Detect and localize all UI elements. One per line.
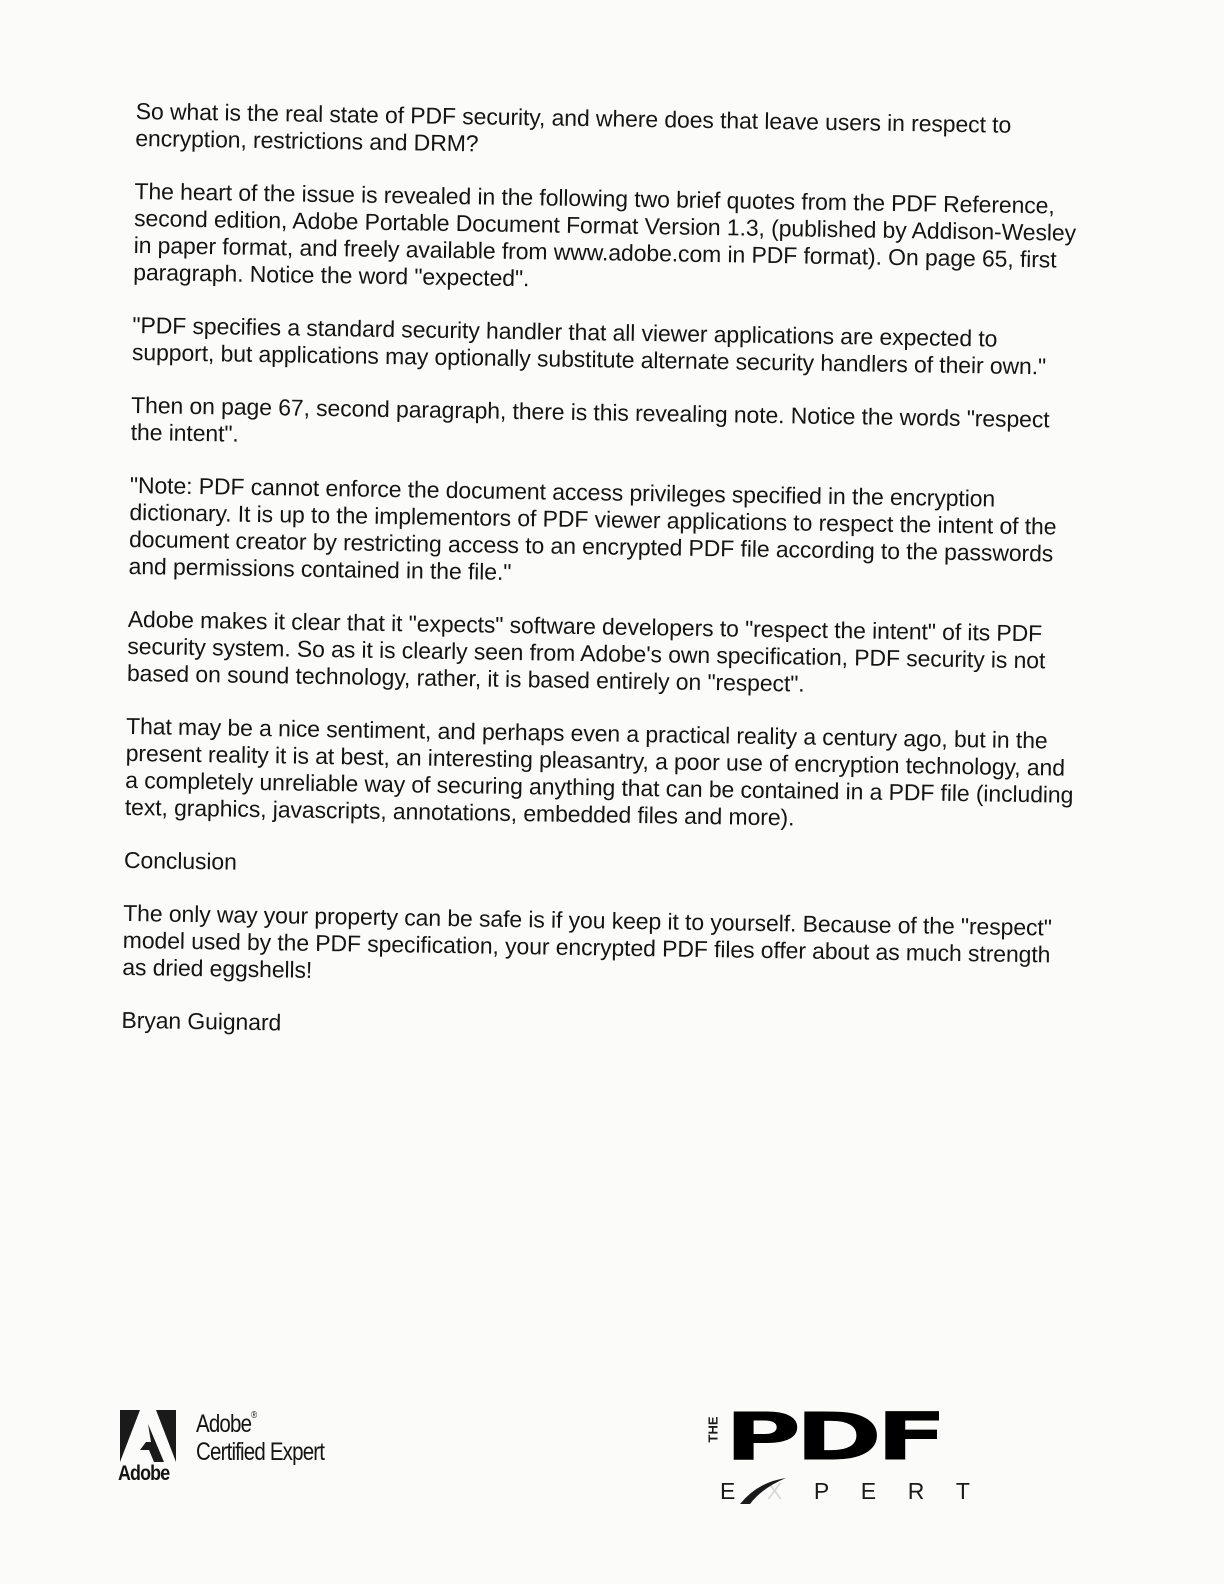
ace-line-adobe: Adobe® [196,1410,257,1438]
quote-note: "Note: PDF cannot enforce the document access privileges specified in the encryption dictionary. It is up to the implementors of PDF viewer applications to respect the intent of the document creator by restricting access to an encrypted PDF file according to the passwords and permissions contained in the file." [128,471,1057,585]
paragraph-sentiment: That may be a nice sentiment, and perhaps even a practical reality a century ago, but in the present reality it is at best, an interesting pleasantry, a poor use of encryption technology, and a completely unreliable way of securing anything that can be contained in a PDF file (including text, graphics, javascripts, annotations, embedded files and more). [124,712,1074,831]
pdf-logo-expert [720,1478,970,1505]
pdf-logo-the: THE [705,1416,721,1443]
paragraph-intro: So what is the real state of PDF security, and where does that leave users in respect to encryption, restrictions and DRM? [135,98,1012,157]
adobe-logo-icon [120,1410,176,1462]
expert-letter: R [907,1478,925,1504]
paragraph-page-67: Then on page 67, second paragraph, there is this revealing note. Notice the words "respect the intent". [130,391,1050,447]
conclusion-heading: Conclusion [123,846,238,875]
expert-letter: P [813,1478,830,1504]
pdf-logo-word: PDF [724,1398,941,1476]
expert-letter: T [955,1478,970,1504]
paragraph-issue: The heart of the issue is revealed in the following two brief quotes from the PDF Reference, second edition, Adobe Portable Document Format Version 1.3, (published by Addison-Wesley in paper format, and freely available from www.adobe.com in PDF format). On page 65, first paragraph. Notice the word "expected". [133,177,1077,292]
paragraph-adobe-expects: Adobe makes it clear that it "expects" software developers to "respect the intent" of its PDF security system. So as it is clearly seen from Adobe's own specification, PDF security is not based on sound technology, rather, it is based entirely on "respect". [126,605,1046,697]
the-pdf-expert-logo [700,1398,970,1508]
conclusion-text: The only way your property can be safe is if you keep it to yourself. Because of the "respect" model used by the PDF specification, your encrypted PDF files offer about as much strength as dried eggshells! [122,899,1052,983]
expert-letter: E [720,1478,736,1504]
adobe-certified-expert-logo [118,1410,358,1490]
adobe-wordmark: Adobe [118,1462,170,1485]
signature: Bryan Guignard [121,1006,282,1036]
quote-standard-security-handler: "PDF specifies a standard security handler that all viewer applications are expected to support, but applications may optionally substitute alternate security handlers of their own." [131,311,1047,380]
ace-line-certified-expert: Certified Expert [196,1438,325,1466]
expert-letter: E [860,1478,877,1504]
document-body [121,98,1086,1075]
expert-letter: X [766,1478,783,1504]
